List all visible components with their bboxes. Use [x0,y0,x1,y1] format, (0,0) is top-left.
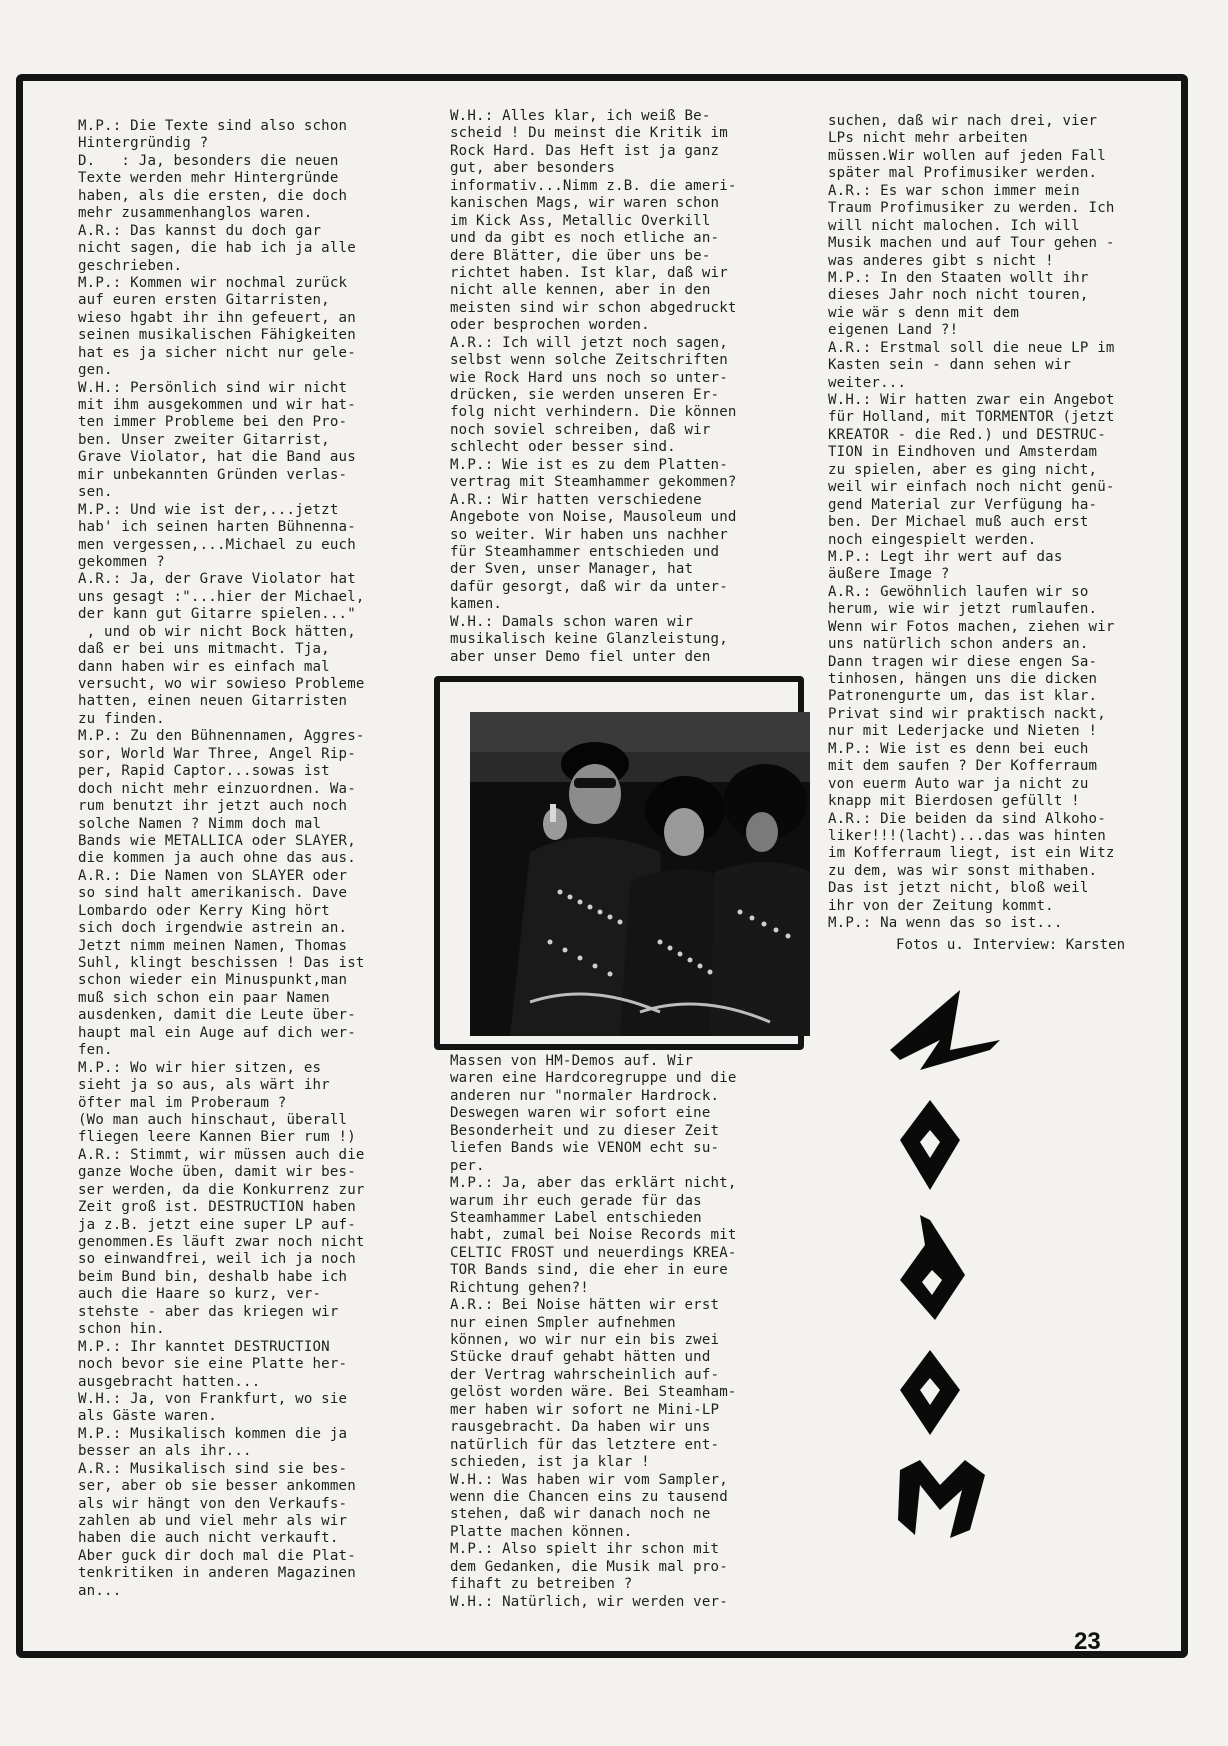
article-text-line: natürlich für das letztere ent- [450,1436,720,1453]
article-text-line: suchen, daß wir nach drei, vier [828,113,1098,129]
article-text-line: A.R.: Musikalisch sind sie bes- [78,1460,348,1477]
article-text-line: Rock Hard. Das Heft ist ja ganz [450,142,720,159]
article-text-line: M.P.: Zu den Bühnennamen, Aggres- [78,728,365,745]
article-text-line: dafür gesorgt, daß wir da unter- [450,578,728,595]
article-text-line: per, Rapid Captor...sowas ist [78,763,330,780]
article-text-line: an... [78,1582,122,1599]
article-text-line: solche Namen ? Nimm doch mal [78,815,322,832]
article-text-line: besser an als ihr... [78,1443,252,1460]
article-text-line: A.R.: Das kannst du doch gar [78,222,322,239]
article-text-line: noch soviel schreiben, daß wir [450,421,711,438]
article-column-2-bottom [450,1053,750,1611]
article-text-line: dere Blätter, die über uns be- [450,247,711,264]
article-text-line: genommen.Es läuft zwar noch nicht [78,1234,365,1250]
article-text-line: versucht, wo wir sowieso Probleme [78,676,365,692]
article-text-line: liker!!!(lacht)...das was hinten [828,827,1106,844]
article-text-line: vertrag mit Steamhammer gekommen? [450,474,737,491]
article-text-line: CELTIC FROST und neuerdings KREA- [450,1244,737,1261]
article-text-line: fliegen leere Kannen Bier rum !) [78,1129,356,1146]
article-text-line: ihr von der Zeitung kommt. [828,897,1054,914]
article-text-line: daß er bei uns mitmacht. Tja, [78,641,330,658]
article-text-line: äußere Image ? [828,566,950,583]
article-text-line: M.P.: Die Texte sind also schon [78,118,348,134]
article-text-line: aber unser Demo fiel unter den [450,648,711,665]
article-text-line: dem Gedanken, die Musik mal pro- [450,1558,728,1575]
article-text-line: so weiter. Wir haben uns nachher [450,526,728,543]
article-text-line: KREATOR - die Red.) und DESTRUC- [828,426,1106,443]
article-text-line: fihaft zu betreiben ? [450,1576,633,1593]
article-text-line: A.R.: Ich will jetzt noch sagen, [450,334,728,351]
article-text-line: uns natürlich schon anders an. [828,636,1089,653]
article-text-line: so einwandfrei, weil ich ja noch [78,1251,356,1268]
article-text-line: drücken, sie werden unseren Er- [450,387,720,403]
article-text-line: (Wo man auch hinschaut, überall [78,1111,348,1128]
article-text-line: W.H.: Persönlich sind wir nicht [78,379,348,396]
article-text-line: nur mit Lederjacke und Nieten ! [828,723,1098,740]
article-text-line: M.P.: Also spielt ihr schon mit [450,1541,720,1558]
article-text-line: richtet haben. Ist klar, daß wir [450,264,728,281]
article-text-line: auch die Haare so kurz, ver- [78,1286,322,1303]
article-text-line: A.R.: Wir hatten verschiedene [450,491,702,508]
article-text-line: kanischen Mags, wir waren schon [450,195,720,212]
sodom-logo-icon [880,990,1010,1540]
article-text-line: zu spielen, aber es ging nicht, [828,461,1098,478]
article-text-line: per. [450,1157,485,1174]
article-text-line: können, wo wir nur ein bis zwei [450,1332,720,1348]
article-text-line: wieso hgabt ihr ihn gefeuert, an [78,309,356,326]
article-text-line: gen. [78,362,113,379]
article-text-line: , und ob wir nicht Bock hätten, [78,623,356,640]
article-text-line: doch nicht mehr einzuordnen. Wa- [78,780,356,797]
article-column-1 [78,118,378,1600]
article-text-line: die kommen ja auch ohne das aus. [78,850,356,867]
article-text-line: nicht sagen, die hab ich ja alle [78,240,356,257]
article-text-line: hab' ich seinen harten Bühnenna- [78,519,356,536]
article-text-line: A.R.: Die beiden da sind Alkoho- [828,810,1106,827]
article-text-line: wie Rock Hard uns noch so unter- [450,369,728,386]
article-text-line: gelöst worden wäre. Bei Steamham- [450,1384,737,1401]
article-text-line: knapp mit Bierdosen gefüllt ! [828,793,1080,810]
photo-interview-credit: Fotos u. Interview: Karsten [896,937,1126,953]
article-text-line: dieses Jahr noch nicht touren, [828,287,1089,304]
article-text-line: eigenen Land ?! [828,322,959,339]
article-text-line: A.R.: Ja, der Grave Violator hat [78,571,356,588]
article-text-line: LPs nicht mehr arbeiten [828,130,1028,147]
article-text-line: rausgebracht. Da haben wir uns [450,1419,711,1436]
article-text-line: nur einen Smpler aufnehmen [450,1314,676,1331]
article-text-line: D. : Ja, besonders die neuen [78,152,339,169]
article-text-line: zu finden. [78,710,165,727]
article-text-line: rum benutzt ihr jetzt auch noch [78,798,348,815]
article-text-line: schlecht oder besser sind. [450,439,676,456]
article-text-line: Musik machen und auf Tour gehen - [828,235,1115,252]
article-text-line: Bands wie METALLICA oder SLAYER, [78,832,356,849]
article-text-line: Massen von HM-Demos auf. Wir [450,1053,694,1069]
article-text-line: A.R.: Erstmal soll die neue LP im [828,339,1115,356]
article-text-line: weiter... [828,374,907,391]
article-text-line: Patronengurte um, das ist klar. [828,688,1098,705]
article-text-line: A.R.: Bei Noise hätten wir erst [450,1297,720,1314]
article-text-line: beim Bund bin, deshalb habe ich [78,1268,348,1285]
article-text-line: waren eine Hardcoregruppe und die [450,1070,737,1087]
article-text-line: von euerm Auto war ja nicht zu [828,775,1089,792]
article-text-line: Zeit groß ist. DESTRUCTION haben [78,1199,356,1216]
article-text-line: A.R.: Stimmt, wir müssen auch die [78,1146,365,1163]
article-text-line: M.P.: Kommen wir nochmal zurück [78,274,348,291]
article-text-line: ausgebracht hatten... [78,1373,261,1390]
page-number: 23 [1074,1628,1101,1655]
article-text-line: oder besprochen worden. [450,317,650,334]
article-text-line: habt, zumal bei Noise Records mit [450,1227,737,1244]
article-text-line: A.R.: Es war schon immer mein [828,182,1080,199]
article-text-line: Platte machen können. [450,1523,633,1540]
article-text-line: stehen, daß wir danach noch ne [450,1506,711,1523]
article-text-line: tinhosen, hängen uns die dicken [828,671,1098,687]
article-text-line: scheid ! Du meinst die Kritik im [450,125,728,142]
article-text-line: warum ihr euch gerade für das [450,1192,702,1209]
article-text-line: ten immer Probleme bei den Pro- [78,414,348,431]
article-text-line: Privat sind wir praktisch nackt, [828,705,1106,722]
band-photo-frame [434,676,804,1050]
article-text-line: Dann tragen wir diese engen Sa- [828,653,1098,670]
article-text-line: ganze Woche üben, damit wir bes- [78,1164,356,1181]
article-text-line: zahlen ab und viel mehr als wir [78,1513,348,1529]
article-text-line: W.H.: Wir hatten zwar ein Angebot [828,392,1115,408]
article-text-line: kamen. [450,596,503,613]
article-text-line: gend Material zur Verfügung ha- [828,496,1098,513]
article-text-line: Kasten sein - dann sehen wir [828,357,1072,374]
article-column-3 [828,113,1138,933]
article-text-line: hatten, einen neuen Gitarristen [78,693,348,710]
article-column-2-top [450,108,750,666]
article-text-line: mer haben wir sofort ne Mini-LP [450,1401,720,1418]
article-text-line: Hintergründig ? [78,135,209,152]
article-text-line: gut, aber besonders [450,160,616,177]
article-text-line: wie wär s denn mit dem [828,304,1020,321]
article-text-line: mehr zusammenhanglos waren. [78,205,313,222]
article-text-line: TION in Eindhoven und Amsterdam [828,444,1098,461]
article-text-line: TOR Bands sind, die eher in eure [450,1262,728,1279]
article-text-line: und da gibt es noch etliche an- [450,230,720,247]
article-text-line: wenn die Chancen eins zu tausend [450,1488,728,1505]
article-text-line: ausdenken, damit die Leute über- [78,1007,356,1024]
article-text-line: mir unbekannten Gründen verlas- [78,466,348,483]
article-text-line: haben, als die ersten, die doch [78,187,348,204]
article-text-line: W.H.: Ja, von Frankfurt, wo sie [78,1390,348,1407]
article-text-line: meisten sind wir schon abgedruckt [450,299,737,316]
article-text-line: W.H.: Damals schon waren wir [450,613,694,630]
article-text-line: ser werden, da die Konkurrenz zur [78,1181,365,1198]
article-text-line: anderen nur "normaler Hardrock. [450,1087,720,1104]
article-text-line: später mal Profimusiker werden. [828,165,1098,182]
article-text-line: der kann gut Gitarre spielen..." [78,606,356,623]
article-text-line: stehste - aber das kriegen wir [78,1303,339,1320]
article-text-line: der Sven, unser Manager, hat [450,561,694,578]
article-text-line: noch bevor sie eine Platte her- [78,1356,348,1373]
article-text-line: Grave Violator, hat die Band aus [78,449,356,466]
article-text-line: sieht ja so aus, als wärt ihr [78,1077,330,1094]
article-text-line: hat es ja sicher nicht nur gele- [78,344,356,361]
article-text-line: selbst wenn solche Zeitschriften [450,352,728,369]
article-text-line: liefen Bands wie VENOM echt su- [450,1140,720,1157]
article-text-line: M.P.: In den Staaten wollt ihr [828,269,1089,286]
article-text-line: M.P.: Legt ihr wert auf das [828,548,1063,565]
article-text-line: der Vertrag wahrscheinlich auf- [450,1366,720,1383]
band-photo-icon [470,712,810,1036]
article-text-line: folg nicht verhindern. Die können [450,404,737,421]
article-text-line: W.H.: Alles klar, ich weiß Be- [450,108,711,124]
article-text-line: Aber guck dir doch mal die Plat- [78,1547,356,1564]
article-text-line: ben. Der Michael muß auch erst [828,514,1089,531]
article-text-line: uns gesagt :"...hier der Michael, [78,588,365,605]
article-text-line: weil wir einfach noch nicht genü- [828,479,1115,496]
article-text-line: M.P.: Wo wir hier sitzen, es [78,1059,322,1076]
article-text-line: auf euren ersten Gitarristen, [78,292,330,309]
article-text-line: herum, wie wir jetzt rumlaufen. [828,601,1098,618]
article-text-line: men vergessen,...Michael zu euch [78,536,356,553]
article-text-line: haben die auch nicht verkauft. [78,1530,339,1547]
article-text-line: Besonderheit und zu dieser Zeit [450,1122,720,1139]
article-text-line: müssen.Wir wollen auf jeden Fall [828,147,1106,164]
article-text-line: informativ...Nimm z.B. die ameri- [450,177,737,194]
article-text-line: Richtung gehen?! [450,1279,589,1296]
article-text-line: muß sich schon ein paar Namen [78,989,330,1006]
article-text-line: Traum Profimusiker zu werden. Ich [828,200,1115,217]
article-text-line: M.P.: Ihr kanntet DESTRUCTION [78,1338,330,1355]
article-text-line: Das ist jetzt nicht, bloß weil [828,880,1089,897]
article-text-line: Wenn wir Fotos machen, ziehen wir [828,618,1115,635]
article-text-line: Steamhammer Label entschieden [450,1209,702,1226]
article-text-line: schon wieder ein Minuspunkt,man [78,972,348,989]
article-text-line: sen. [78,484,113,501]
article-text-line: fen. [78,1042,113,1059]
article-text-line: für Steamhammer entschieden und [450,543,720,560]
article-text-line: Angebote von Noise, Mausoleum und [450,509,737,526]
article-text-line: Texte werden mehr Hintergründe [78,170,339,187]
article-text-line: gekommen ? [78,553,165,570]
article-text-line: was anderes gibt s nicht ! [828,252,1054,269]
article-text-line: Stücke drauf gehabt hätten und [450,1349,711,1366]
article-text-line: W.H.: Was haben wir vom Sampler, [450,1471,728,1488]
article-text-line: M.P.: Und wie ist der,...jetzt [78,501,339,518]
article-text-line: W.H.: Natürlich, wir werden ver- [450,1593,728,1610]
article-text-line: als Gäste waren. [78,1408,217,1425]
article-text-line: im Kick Ass, Metallic Overkill [450,212,711,229]
article-text-line: als wir hängt von den Verkaufs- [78,1495,348,1512]
article-text-line: so sind halt amerikanisch. Dave [78,885,348,902]
article-text-line: mit dem saufen ? Der Kofferraum [828,758,1098,775]
article-text-line: will nicht malochen. Ich will [828,217,1080,234]
article-text-line: musikalisch keine Glanzleistung, [450,631,728,648]
article-text-line: seinen musikalischen Fähigkeiten [78,327,356,344]
article-text-line: M.P.: Musikalisch kommen die ja [78,1425,348,1442]
article-text-line: A.R.: Gewöhnlich laufen wir so [828,583,1089,600]
article-text-line: Deswegen waren wir sofort eine [450,1105,711,1122]
article-text-line: Lombardo oder Kerry King hört [78,902,330,919]
article-text-line: im Kofferraum liegt, ist ein Witz [828,845,1115,862]
article-text-line: M.P.: Wie ist es zu dem Platten- [450,456,728,473]
article-text-line: schon hin. [78,1321,165,1338]
article-text-line: ja z.B. jetzt eine super LP auf- [78,1216,356,1233]
article-text-line: haupt mal ein Auge auf dich wer- [78,1024,356,1041]
article-text-line: zu dem, was wir sonst mithaben. [828,862,1098,879]
article-text-line: mit ihm ausgekommen und wir hat- [78,397,356,413]
article-text-line: M.P.: Ja, aber das erklärt nicht, [450,1175,737,1192]
article-text-line: M.P.: Na wenn das so ist... [828,915,1063,932]
article-text-line: für Holland, mit TORMENTOR (jetzt [828,409,1115,426]
article-text-line: M.P.: Wie ist es denn bei euch [828,740,1089,757]
article-text-line: schieden, ist ja klar ! [450,1454,650,1471]
article-text-line: Suhl, klingt beschissen ! Das ist [78,955,365,971]
article-text-line: tenkritiken in anderen Magazinen [78,1565,356,1582]
article-text-line: sich doch irgendwie astrein an. [78,920,348,937]
article-text-line: Jetzt nimm meinen Namen, Thomas [78,937,348,954]
article-text-line: öfter mal im Proberaum ? [78,1094,287,1111]
article-text-line: nicht alle kennen, aber in den [450,282,711,299]
article-text-line: noch eingespielt werden. [828,531,1037,548]
article-text-line: A.R.: Die Namen von SLAYER oder [78,867,348,884]
article-text-line: sor, World War Three, Angel Rip- [78,745,356,762]
article-text-line: dann haben wir es einfach mal [78,658,330,675]
article-text-line: ben. Unser zweiter Gitarrist, [78,431,330,448]
article-text-line: geschrieben. [78,257,183,274]
article-text-line: ser, aber ob sie besser ankommen [78,1478,356,1495]
